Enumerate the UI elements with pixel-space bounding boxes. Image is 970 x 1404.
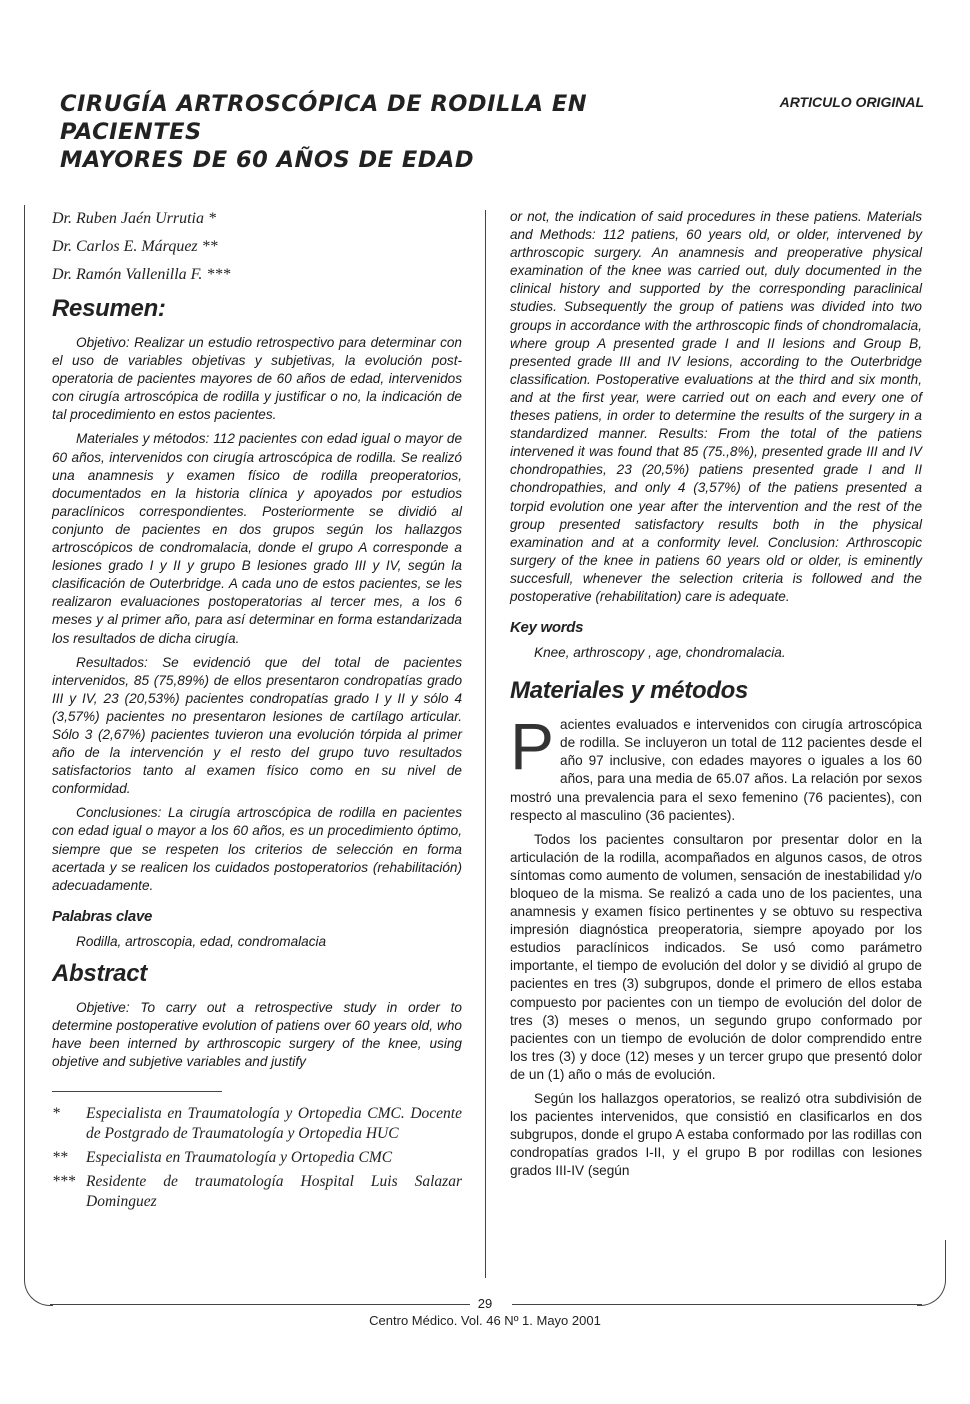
materiales-para-1 bbox=[510, 709, 922, 825]
article-title bbox=[60, 90, 720, 174]
page-frame-left bbox=[24, 205, 53, 1306]
footnote-text: Especialista en Traumatología y Ortopedia CMC. Docente de Postgrado de Traumatología y Ortopedia HUC bbox=[86, 1105, 462, 1143]
abstract-text-continued: or not, the indication of said procedures in these patiens. Materials and Methods: 112 patiens, 60 years old, or older, intervened by arthroscopic surgery. An anamnesis and preoperative physical examination of the knee was carried out, duly documented in the clinical history and supported by the corresponding paraclinical studies. Subsequently the group of patiens was divided into two groups in accordance with the arthroscopic finds of chondromalacia, where group A presented grade I and II lesions and Group B, presented grade III and IV lesions, according to the Outerbridge classification. Postoperative evaluations at the third and six month, and at the first year, were carried out on each and every one of theses patiens, in order to determine the results of the surgery in a standardized manner. Results: From the total of the patiens intervened it was found that 85 (75.,8%), presented grade III and IV chondropathies, 23 (20,5%) patiens presented grade I and II chondropathies, and only 4 (3,57%) of the patiens presented a torpid evolution one year after the intervention and the rest of the group presented satisfactory results both in the physical examination and at a conformity level. Conclusion: Arthroscopic surgery of the knee in patiens 60 years old or older, is eminently succesfull, whenever the selection criteria is followed and the postoperative (rehabilitation) care is adequate. bbox=[510, 209, 922, 604]
author-3: Dr. Ramón Vallenilla F. *** bbox=[52, 266, 231, 283]
materiales-heading: Materiales y métodos bbox=[510, 677, 749, 705]
journal-citation: Centro Médico. Vol. 46 Nº 1. Mayo 2001 bbox=[369, 1313, 601, 1328]
author-1: Dr. Ruben Jaén Urrutia * bbox=[52, 210, 216, 227]
section-tag: ARTICULO ORIGINAL bbox=[779, 94, 924, 110]
footnote-mark: *** bbox=[52, 1173, 76, 1191]
author-2: Dr. Carlos E. Márquez ** bbox=[52, 238, 218, 255]
palabras-clave-heading: Palabras clave bbox=[52, 907, 153, 925]
resumen-heading: Resumen: bbox=[52, 295, 166, 322]
drop-cap: P bbox=[510, 709, 555, 784]
footnote-2 bbox=[52, 1148, 462, 1168]
left-column bbox=[52, 208, 462, 1216]
resumen-objetivo: Objetivo: Realizar un estudio retrospectivo para determinar con el uso de variables objetivas y subjetivas, la evolución post-operatoria de pacientes mayores de 60 años de edad, intervenidos con cirugía artroscópica de rodilla y justificar o no, la indicación de tal procedimiento en estos pacientes. bbox=[52, 335, 462, 423]
palabras-clave-text: Rodilla, artroscopia, edad, condromalacia bbox=[76, 933, 327, 949]
materiales-para-1-text: acientes evaluados e intervenidos con cirugía artroscópica de rodilla. Se incluyeron un total de 112 pacientes desde el año 97 inclusive, con edades mayores o iguales a los 60 años, para una media de 65.07 años. La relación por sexos mostró una prevalencia para el sexo femenino (76 pacientes), con respecto al masculino (36 pacientes). bbox=[510, 717, 922, 823]
abstract-text-start: Objetive: To carry out a retrospective study in order to determine postoperative evolution of patiens over 60 years old, who have been interned by arthroscopic surgery of the knee, using objetive and subjetive variables and justify bbox=[52, 999, 462, 1070]
resumen-materiales: Materiales y métodos: 112 pacientes con edad igual o mayor de 60 años, intervenidos con cirugía artroscópica de rodilla. Se realizó una anamnesis y examen físico de rodilla preoperatorios, documentados en la historia clínica y apoyados por estudios paraclínicos correspondientes. Posteriormente se dividió al conjunto de pacientes en dos grupos según los hallazgos artroscópicos de condromalacia, donde el grupo A corresponde a lesiones grado I y II y grupo B lesiones grado III y IV, según la clasificación de Outerbridge. A cada uno de estos pacientes, se les realizaron evaluaciones postoperatorias al tercer mes, a los 6 meses y al primer año, para así determinar en forma estandarizada los resultados de dicha cirugía. bbox=[52, 431, 462, 646]
resumen-conclusiones: Conclusiones: La cirugía artroscópica de rodilla en pacientes con edad igual o mayor a los 60 años, es un procedimiento óptimo, siempre que se respeten los criterios de selección en forma acertada y se realicen los cuidados postoperatorios (rehabilitación) adecuadamente. bbox=[52, 805, 462, 893]
materiales-para-2: Todos los pacientes consultaron por presentar dolor en la articulación de la rodilla, acompañados en algunos casos, de otros síntomas como aumento de volumen, sensación de inestabilidad y/o bloqueo de la misma. Se realizó a cada uno de los pacientes, una anamnesis y examen físico pertinentes y se obtuvo su respectiva impresión diagnóstica preoperatoria, siempre apoyado por los estudios paraclínicos indicados. Se usó como parámetro importante, el tiempo de evolución del dolor y se dividió al grupo de pacientes en tres (3) subgrupos, donde el primero de ellos estaba compuesto por pacientes con un tiempo de evolución del dolor de tres (3) meses o menos, un segundo grupo conformado por pacientes con un tiempo de evolución de dolor comprendido entre los tres (3) y doce (12) meses y un tercer grupo que presentó dolor de un (1) año o más de evolución. bbox=[510, 831, 922, 1082]
author-list bbox=[52, 208, 462, 286]
article-title-line-1: CIRUGÍA ARTROSCÓPICA DE RODILLA EN PACIENTES bbox=[60, 91, 588, 145]
materiales-para-3: Según los hallazgos operatorios, se realizó otra subdivisión de los pacientes intervenidos, que consistió en clasificarlos en dos subgrupos, donde el grupo A estaba conformado por las rodillas con condropatías grados I-II, y el grupo B por rodillas con lesiones grados III-IV (según bbox=[510, 1091, 922, 1179]
key-words-text: Knee, arthroscopy , age, chondromalacia. bbox=[534, 645, 786, 661]
footnote-text: Residente de traumatología Hospital Luis Salazar Dominguez bbox=[86, 1173, 462, 1211]
abstract-heading: Abstract bbox=[52, 959, 147, 987]
key-words-heading: Key words bbox=[510, 619, 584, 637]
page-number bbox=[0, 1296, 970, 1311]
footnote-3 bbox=[52, 1172, 462, 1212]
footnote-text: Especialista en Traumatología y Ortopedia CMC bbox=[86, 1149, 393, 1167]
footnote-mark: ** bbox=[52, 1149, 68, 1167]
column-divider bbox=[485, 210, 486, 1278]
footnote-1 bbox=[52, 1104, 462, 1144]
right-column bbox=[510, 208, 922, 1181]
resumen-resultados: Resultados: Se evidenció que del total de pacientes intervenidos, 85 (75,89%) de ellos presentaron condropatías grado III y IV, 23 (20,53%) pacientes condropatías grado I y II y sólo 4 (3,57%) pacientes no presentaron lesiones de cartílago articular. Sólo 3 (2,67%) pacientes tuvieron una evolución tórpida al primer año de la intervención y el resto del grupo tuvo resultados satisfactorios tanto al examen físico como en su nivel de conformidad. bbox=[52, 654, 462, 797]
page-number-text: 29 bbox=[472, 1296, 498, 1311]
article-title-line-2: MAYORES DE 60 AÑOS DE EDAD bbox=[60, 147, 475, 173]
footnote-mark: * bbox=[52, 1105, 60, 1123]
footnote-rule bbox=[52, 1091, 222, 1092]
